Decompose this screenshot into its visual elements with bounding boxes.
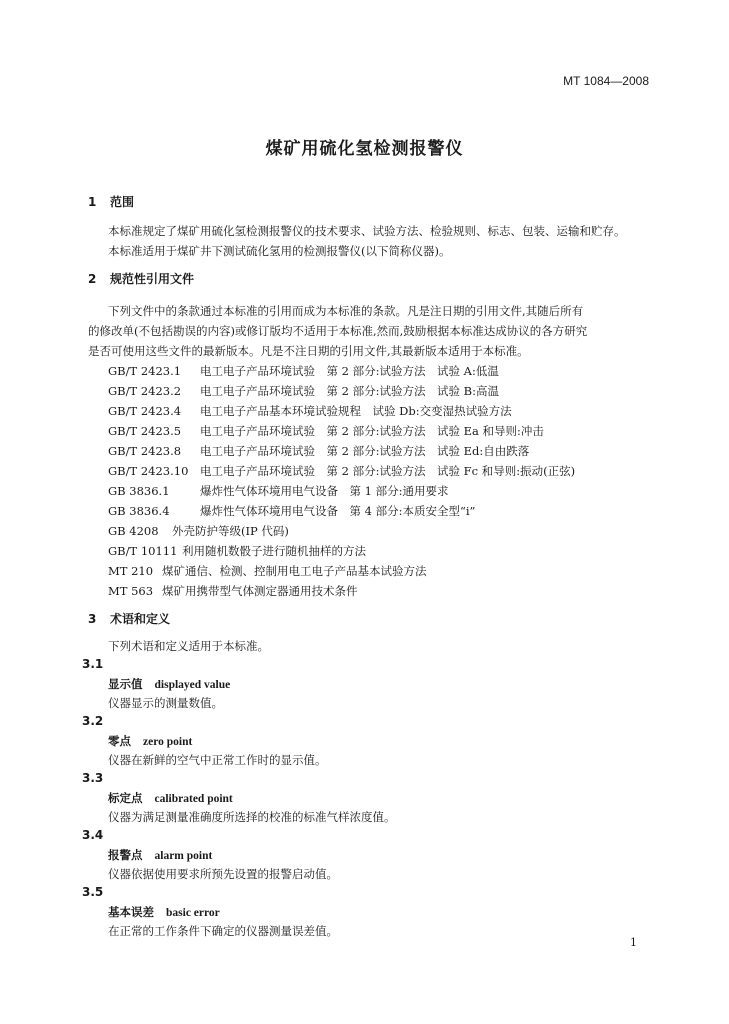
section-number: 2 (88, 272, 97, 286)
reference-item (108, 483, 449, 499)
reference-title: 电工电子产品环境试验 第 2 部分:试验方法 试验 A:低温 (200, 364, 499, 378)
paragraph-line: 下列文件中的条款通过本标准的引用而成为本标准的条款。凡是注日期的引用文件,其随后所有 (108, 304, 584, 318)
section-2-heading (88, 270, 194, 287)
reference-item (108, 523, 289, 539)
term-number: 3.5 (82, 885, 104, 899)
term-en: basic error (166, 907, 220, 919)
section-number: 1 (88, 195, 97, 209)
reference-title: 电工电子产品环境试验 第 2 部分:试验方法 试验 Ea 和导则:冲击 (200, 424, 544, 438)
section-number: 3 (88, 612, 97, 626)
term-heading (108, 847, 212, 863)
reference-item (108, 543, 366, 559)
paragraph: 本标准规定了煤矿用硫化氢检测报警仪的技术要求、试验方法、检验规则、标志、包装、运输和贮存。 (108, 224, 626, 238)
reference-item (108, 423, 544, 439)
term-definition: 在正常的工作条件下确定的仪器测量误差值。 (108, 924, 338, 938)
reference-title: 爆炸性气体环境用电气设备 第 1 部分:通用要求 (200, 484, 449, 498)
term-heading (108, 733, 192, 749)
term-definition: 仪器显示的测量数值。 (108, 696, 223, 710)
term-number: 3.3 (82, 771, 104, 785)
term-zh: 报警点 (108, 848, 143, 862)
reference-code: GB/T 2423.10 (108, 464, 189, 478)
term-heading (108, 676, 230, 692)
reference-code: GB 3836.1 (108, 484, 170, 498)
reference-item (108, 563, 427, 579)
term-definition: 仪器在新鲜的空气中正常工作时的显示值。 (108, 753, 327, 767)
paragraph: 本标准适用于煤矿井下测试硫化氢用的检测报警仪(以下简称仪器)。 (108, 244, 451, 258)
reference-title: 电工电子产品基本环境试验规程 试验 Db:交变湿热试验方法 (200, 404, 512, 418)
reference-item (108, 443, 529, 459)
reference-title: 爆炸性气体环境用电气设备 第 4 部分:本质安全型“i” (200, 504, 476, 518)
reference-title: 利用随机数骰子进行随机抽样的方法 (182, 544, 366, 558)
reference-title: 煤矿通信、检测、控制用电工电子产品基本试验方法 (162, 564, 427, 578)
reference-item (108, 583, 358, 599)
page-number: 1 (630, 936, 637, 949)
section-1-heading (88, 193, 134, 210)
term-zh: 显示值 (108, 677, 143, 691)
term-definition: 仪器为满足测量准确度所选择的校准的标准气样浓度值。 (108, 810, 396, 824)
term-heading (108, 790, 233, 806)
reference-code: GB/T 2423.2 (108, 384, 182, 398)
reference-code: MT 563 (108, 584, 154, 598)
term-zh: 零点 (108, 734, 131, 748)
reference-item (108, 403, 512, 419)
reference-title: 电工电子产品环境试验 第 2 部分:试验方法 试验 B:高温 (200, 384, 499, 398)
term-number: 3.1 (82, 657, 104, 671)
term-en: alarm point (154, 850, 213, 862)
reference-code: GB/T 2423.8 (108, 444, 182, 458)
standard-number: MT 1084—2008 (563, 74, 649, 88)
term-zh: 基本误差 (108, 905, 154, 919)
term-zh: 标定点 (108, 791, 143, 805)
paragraph-line: 是否可使用这些文件的最新版本。凡是不注日期的引用文件,其最新版本适用于本标准。 (88, 344, 529, 358)
reference-code: GB/T 10111 (108, 544, 178, 558)
section-3-heading (88, 610, 170, 627)
term-en: displayed value (154, 679, 231, 691)
term-en: calibrated point (154, 793, 233, 805)
term-number: 3.4 (82, 828, 104, 842)
reference-item (108, 503, 475, 519)
term-number: 3.2 (82, 714, 104, 728)
page-title: 煤矿用硫化氢检测报警仪 (265, 139, 464, 159)
reference-code: GB/T 2423.4 (108, 404, 182, 418)
reference-code: GB 4208 (108, 524, 159, 538)
reference-title: 煤矿用携带型气体测定器通用技术条件 (162, 584, 358, 598)
reference-code: GB 3836.4 (108, 504, 170, 518)
reference-code: GB/T 2423.5 (108, 424, 182, 438)
paragraph-line: 的修改单(不包括勘误的内容)或修订版均不适用于本标准,然而,鼓励根据本标准达成协议的各方研究 (88, 324, 588, 338)
reference-item (108, 363, 499, 379)
paragraph: 下列术语和定义适用于本标准。 (108, 639, 269, 653)
reference-title: 电工电子产品环境试验 第 2 部分:试验方法 试验 Ed:自由跌落 (200, 444, 530, 458)
reference-title: 电工电子产品环境试验 第 2 部分:试验方法 试验 Fc 和导则:振动(正弦) (200, 464, 576, 478)
section-title: 范围 (110, 195, 135, 209)
section-title: 规范性引用文件 (110, 272, 195, 286)
section-title: 术语和定义 (110, 612, 171, 626)
term-en: zero point (143, 736, 193, 748)
reference-code: MT 210 (108, 564, 154, 578)
reference-code: GB/T 2423.1 (108, 364, 182, 378)
reference-title: 外壳防护等级(IP 代码) (172, 524, 289, 538)
term-heading (108, 904, 220, 920)
reference-item (108, 383, 499, 399)
reference-item (108, 463, 575, 479)
term-definition: 仪器依据使用要求所预先设置的报警启动值。 (108, 867, 338, 881)
